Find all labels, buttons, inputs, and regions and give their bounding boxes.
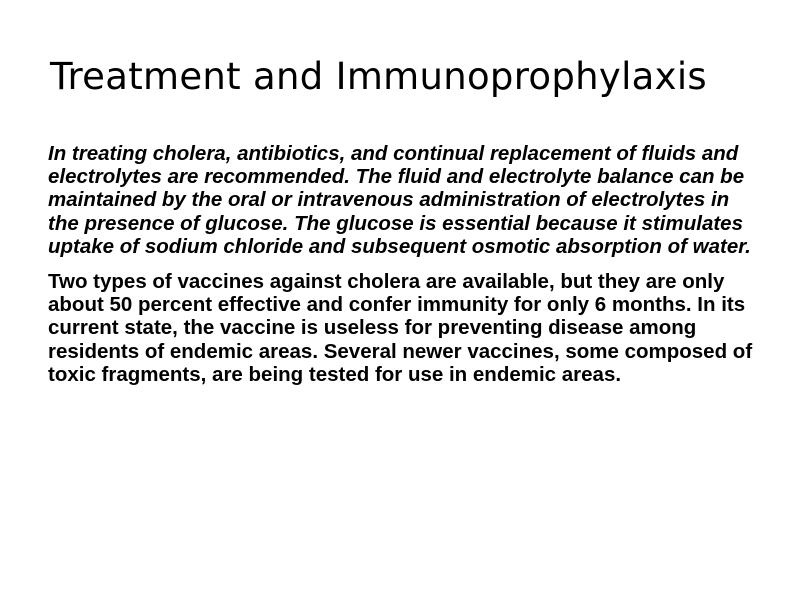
slide-title: Treatment and Immunoprophylaxis [50, 55, 707, 98]
paragraph-vaccines: Two types of vaccines against cholera are available, but they are only about 50 percent effective and confer immunity for only 6 months. In its current state, the vaccine is useless for preventing disease among residents of endemic areas. Several newer vaccines, some composed of toxic fragments, are being tested for use in endemic areas. [48, 270, 753, 386]
slide-body [48, 142, 760, 398]
paragraph-treatment: In treating cholera, antibiotics, and continual replacement of fluids and electrolytes are recommended. The fluid and electrolyte balance can be maintained by the oral or intravenous administration of electrolytes in the presence of glucose. The glucose is essential because it stimulates uptake of sodium chloride and subsequent osmotic absorption of water. [48, 142, 751, 258]
